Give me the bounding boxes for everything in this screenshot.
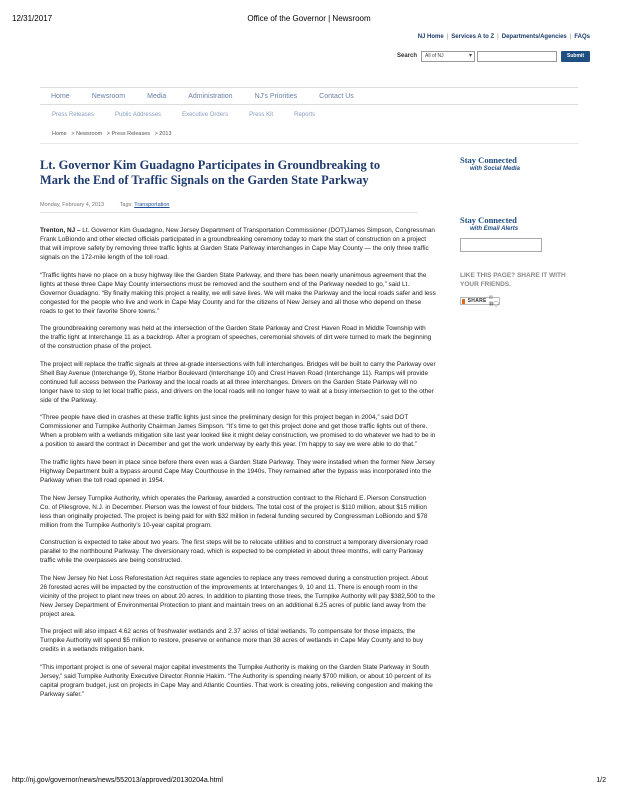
share-widget[interactable] <box>460 297 500 305</box>
subnav-reports[interactable]: Reports <box>294 112 316 118</box>
breadcrumb-newsroom[interactable]: > Newsroom <box>71 131 103 137</box>
nav-home[interactable]: Home <box>51 92 70 100</box>
email-block <box>460 215 542 252</box>
search-scope-select[interactable]: All of NJ ▾ <box>421 51 475 62</box>
paragraph: The groundbreaking ceremony was held at the intersection of the Garden State Parkway and Crest Haven Road in Middle Township with the traffic light at Interchange 11 as a backdrop. After a program of speeches, ceremonial shovels of dirt were turned to mark the beginning of the construction phase of the project. <box>40 325 432 351</box>
search-label: Search <box>397 53 418 59</box>
footer-url: http://nj.gov/governor/news/news/552013/approved/20130204a.html <box>12 777 223 784</box>
paragraph: Trenton, NJ – Lt. Governor Kim Guadagno, New Jersey Department of Transportation Commissioner (DOT)James Simpson, Congressman Frank LoBiondo and other elected officials participated in a groundbreaking ceremony today to mark the start of construction on a project that will improve safety by removing three traffic lights at Garden State Parkway interchanges in Cape May County — the only three traffic signals on the 172-mile length of the toll road. <box>40 227 435 261</box>
breadcrumb <box>52 131 175 137</box>
tag-link[interactable]: Transportation <box>134 202 170 208</box>
paragraph: “Traffic lights have no place on a busy highway like the Garden State Parkway, and there has been nearly unanimous agreement that the lights at these three Cape May County intersections must be removed and the southern end of the Parkway needed to go,” said Lt. Governor Guadagno. “By finally making this project a reality, we will save lives. We will make the Parkway and the local roads safer and less congested for the people who live and work in Cape May County and for the citizens of New Jersey and all those who depend on these roads to get to their favorite Shore towns.” <box>40 271 436 315</box>
dateline: Trenton, NJ – <box>40 227 81 234</box>
email-input[interactable] <box>460 238 542 252</box>
article-body <box>40 226 436 708</box>
nav-newsroom[interactable]: Newsroom <box>91 92 126 100</box>
tags-label: Tags: <box>119 202 133 208</box>
paragraph: The project will replace the traffic signals at three at-grade intersections with full interchanges. Bridges will be built to carry the Parkway over Shell Bay Avenue (Interchange 9), Stone Harbor Boulevard (Interchange 10) and Crest Haven Road (Interchange 11). Ramps will provide continued full access between the Parkway and the local roads at all three interchanges. Drivers on the Garden State Parkway will no longer have to stop to let local traffic pass, and drivers on the local roads will no longer have to wait at a busy intersection to get to the other side of the Parkway. <box>40 360 436 404</box>
nav-administration[interactable]: Administration <box>188 92 233 100</box>
utility-links: NJ Home | Services A to Z | Departments/Agencies | FAQs <box>417 34 590 40</box>
article-date: Monday, February 4, 2013 <box>40 202 105 208</box>
share-button[interactable] <box>460 297 500 305</box>
nav-contact[interactable]: Contact Us <box>319 92 354 100</box>
print-date: 12/31/2017 <box>12 14 53 23</box>
paragraph: The New Jersey No Net Loss Reforestation Act requires state agencies to replace any trees removed during a construction project. About 26 forested acres will be impacted by the construction of the improvements at Interchanges 9, 10 and 11. There is enough room in the vicinity of the project to plant new trees on about 20 acres. In addition to planting those trees, the Turnpike Authority will pay $382,500 to the New Jersey Department of Environmental Protection to plant and maintain trees on an additional 6.25 acres of public land away from the project area. <box>40 574 436 618</box>
article-headline: Lt. Governor Kim Guadagno Participates in Groundbreaking to Mark the End of Traffic Signals on the Garden State Parkway <box>40 158 381 187</box>
submit-button[interactable]: Submit <box>561 51 590 62</box>
print-title: Office of the Governor | Newsroom <box>247 14 371 23</box>
nj-home-link[interactable]: NJ Home <box>417 34 444 40</box>
header-divider <box>40 143 578 144</box>
footer-page: 1/2 <box>596 777 606 784</box>
share-mini-icons: ✉▦◯ <box>488 295 500 307</box>
search-input[interactable] <box>477 51 557 62</box>
article-meta <box>40 202 170 208</box>
paragraph: “This important project is one of several major capital investments the Turnpike Authority is making on the Garden State Parkway in South Jersey,” said Turnpike Authority Executive Director Ronnie Hakim. “The Authority is spending nearly $700 million, or about 10 percent of its capital program budget, just on projects in Cape May and Atlantic Counties. That work is creating jobs, relieving congestion and making the Parkway safer.” <box>40 663 433 698</box>
breadcrumb-home[interactable]: Home <box>52 131 67 137</box>
paragraph: Construction is expected to take about two years. The first steps will be to relocate utilities and to construct a temporary diversionary road parallel to the northbound Parkway. The diversionary road, which is expected to be completed in about three months, will carry Parkway traffic while the overpasses are being constructed. <box>40 539 428 565</box>
main-nav <box>40 87 578 105</box>
faqs-link[interactable]: FAQs <box>574 34 590 40</box>
email-title[interactable]: Stay Connected <box>460 215 517 225</box>
paragraph: The New Jersey Turnpike Authority, which operates the Parkway, awarded a construction contract to the Richard E. Pierson Construction Co. of Pilesgrove, N.J. in December. Pierson was the lowest of four bidders. The total cost of the project is $110 million, about $15 million less than originally projected. The project is being paid for with $32 million in federal funding secured by Congressman LoBiondo and $78 million from the Turnpike Authority’s 10-year capital program. <box>40 494 428 529</box>
paragraph: The traffic lights have been in place since before there even was a Garden State Parkway. They were installed when the former New Jersey Highway Department built a bypass around Cape May Courthouse in the 1940s. They remained after the bypass was incorporated into the Parkway when the toll road opened in 1954. <box>40 458 435 484</box>
nav-media[interactable]: Media <box>147 92 167 100</box>
subnav-public-addresses[interactable]: Public Addresses <box>115 112 162 118</box>
paragraph: “Three people have died in crashes at these traffic lights just since the preliminary design for this project began in 2004,” said DOT Commissioner and Turnpike Authority Chairman James Simpson. “It’s time to get this project done and get those traffic lights out of there. When a problem with a wetlands mitigation site last year looked like it might delay construction, we promised to do whatever we had to be in a position to award the contract in December and get the work underway by early this year. I’m happy to say we were able to do that.” <box>40 414 436 449</box>
share-icon <box>462 299 465 304</box>
like-text: LIKE THIS PAGE? SHARE IT WITH YOUR FRIENDS. <box>460 272 566 288</box>
search-bar <box>397 50 590 62</box>
breadcrumb-year[interactable]: > 2013 <box>154 131 172 137</box>
paragraph: The project will also impact 4.62 acres of freshwater wetlands and 2.37 acres of tidal wetlands. To compensate for those impacts, the Turnpike Authority will spend $5 million to restore, preserve or enhance more than 38 acres of wetlands in Cape May County and to buy credits in a wetlands mitigation bank. <box>40 628 424 654</box>
subnav-press-kit[interactable]: Press Kit <box>249 112 274 118</box>
departments-link[interactable]: Departments/Agencies <box>501 34 567 40</box>
social-title[interactable]: Stay Connected <box>460 155 517 165</box>
subnav-executive-orders[interactable]: Executive Orders <box>182 112 229 118</box>
share-label: SHARE <box>467 298 487 304</box>
sub-nav <box>52 112 336 118</box>
social-block <box>460 155 520 172</box>
social-subtitle[interactable]: with Social Media <box>470 166 521 172</box>
nav-priorities[interactable]: NJ's Priorities <box>254 92 298 100</box>
breadcrumb-press-releases[interactable]: > Press Releases <box>106 131 151 137</box>
email-subtitle[interactable]: with Email Alerts <box>470 226 519 232</box>
services-link[interactable]: Services A to Z <box>451 34 495 40</box>
meta-divider <box>40 212 418 213</box>
print-header <box>12 14 606 26</box>
subnav-press-releases[interactable]: Press Releases <box>52 112 95 118</box>
